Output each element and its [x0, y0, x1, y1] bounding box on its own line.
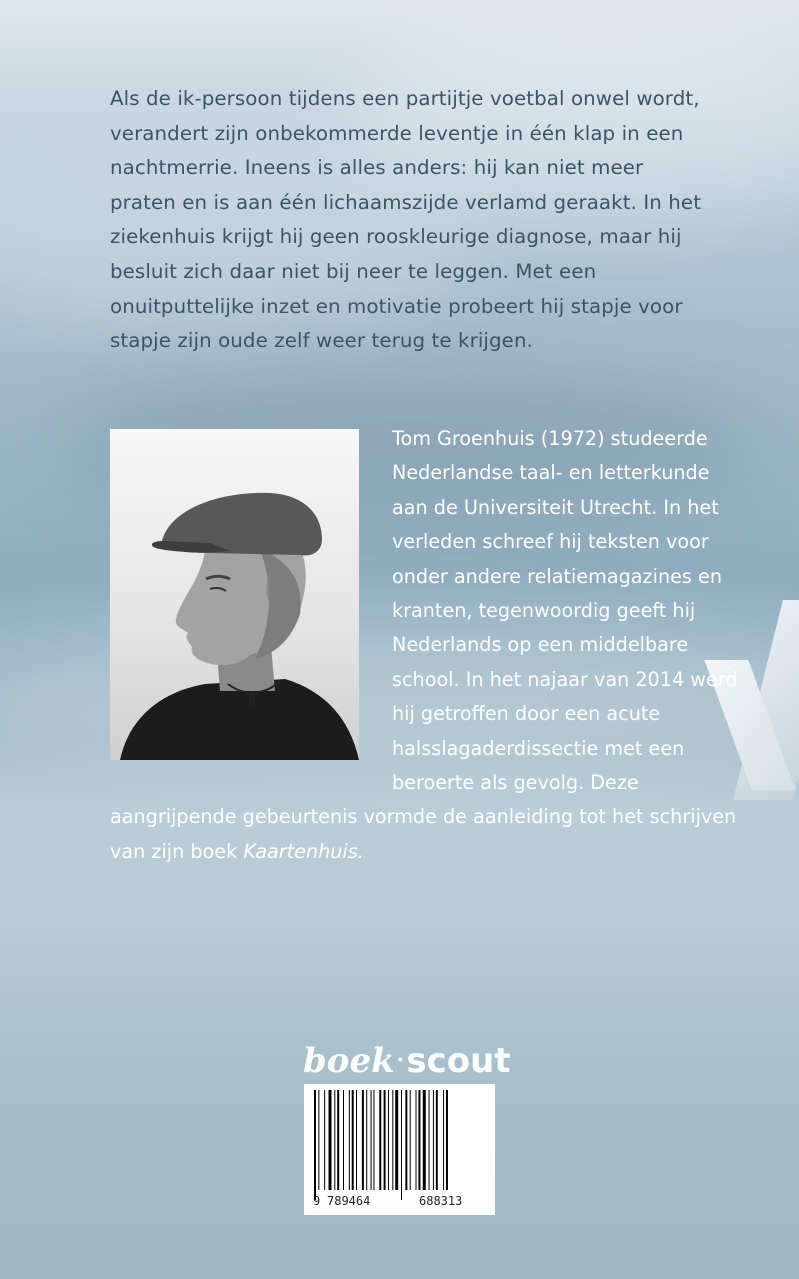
barcode-bar — [349, 1090, 350, 1190]
barcode-bar — [356, 1090, 357, 1190]
bio-text: Tom Groenhuis (1972) studeerde Nederlandse taal- en letterkunde aan de Universiteit Utrecht. In het verleden schreef hij teksten voor onder andere relatiemagazines en kranten, tegenwoordig geeft hij Nederlands op een middelbare school. In het najaar van 2014 werd hij getroffen door een acute halsslagaderdissectie met een beroerte als gevolg. Deze aangrijpende gebeurtenis vormde de aanleiding tot het schrijven van zijn boek — [110, 427, 738, 863]
logo-part-scout: scout — [406, 1041, 511, 1081]
barcode-bar — [371, 1090, 372, 1190]
barcode-bar — [318, 1090, 319, 1190]
barcode-left-digits: 789464 — [327, 1194, 371, 1208]
barcode-bar — [366, 1090, 367, 1190]
publisher-logo — [303, 1038, 511, 1083]
barcode-bar — [433, 1090, 434, 1190]
barcode-bar — [401, 1090, 402, 1200]
barcode-bar — [334, 1090, 335, 1190]
barcode-bar — [379, 1090, 381, 1190]
book-title: Kaartenhuis. — [243, 839, 364, 863]
barcode-bar — [384, 1090, 386, 1190]
barcode-bar — [362, 1090, 364, 1190]
logo-separator: · — [396, 1047, 405, 1073]
barcode-bar — [436, 1090, 438, 1190]
barcode-bar — [423, 1090, 426, 1190]
barcode-bar — [329, 1090, 332, 1190]
author-bio — [110, 422, 750, 869]
barcode-bar — [343, 1090, 344, 1190]
barcode-right-digits: 688313 — [419, 1194, 463, 1208]
barcode-bar — [418, 1090, 420, 1190]
barcode-bar — [395, 1090, 398, 1190]
barcode-bar — [337, 1090, 339, 1190]
barcode-bar — [388, 1090, 389, 1190]
barcode-bar — [405, 1090, 407, 1190]
photo-wrap-spacer — [110, 422, 392, 770]
barcode-lead-digit: 9 — [313, 1194, 321, 1208]
barcode-bar — [446, 1090, 448, 1190]
barcode-bar — [429, 1090, 430, 1190]
barcode-bar — [373, 1090, 374, 1190]
barcode-bar — [416, 1090, 417, 1190]
barcode-bar — [324, 1090, 325, 1190]
barcode-bar — [352, 1090, 354, 1190]
barcode-bar — [443, 1090, 444, 1190]
synopsis-text: Als de ik-persoon tijdens een partijtje voetbal onwel wordt, verandert zijn onbekommerde leventje in één klap in een nachtmerrie. Ineens is alles anders: hij kan niet meer praten en is aan één lichaamszijde verlamd geraakt. In het ziekenhuis krijgt hij geen rooskleurige diagnose, maar hij besluit zich daar niet bij neer te leggen. Met een onuitputtelijke inzet en motivatie probeert hij stapje voor stapje zijn oude zelf weer terug te krijgen. — [110, 87, 702, 353]
barcode-bar — [314, 1090, 316, 1200]
logo-part-boek: boek — [303, 1041, 395, 1081]
barcode-bar — [410, 1090, 411, 1190]
barcode-bar — [392, 1090, 393, 1190]
